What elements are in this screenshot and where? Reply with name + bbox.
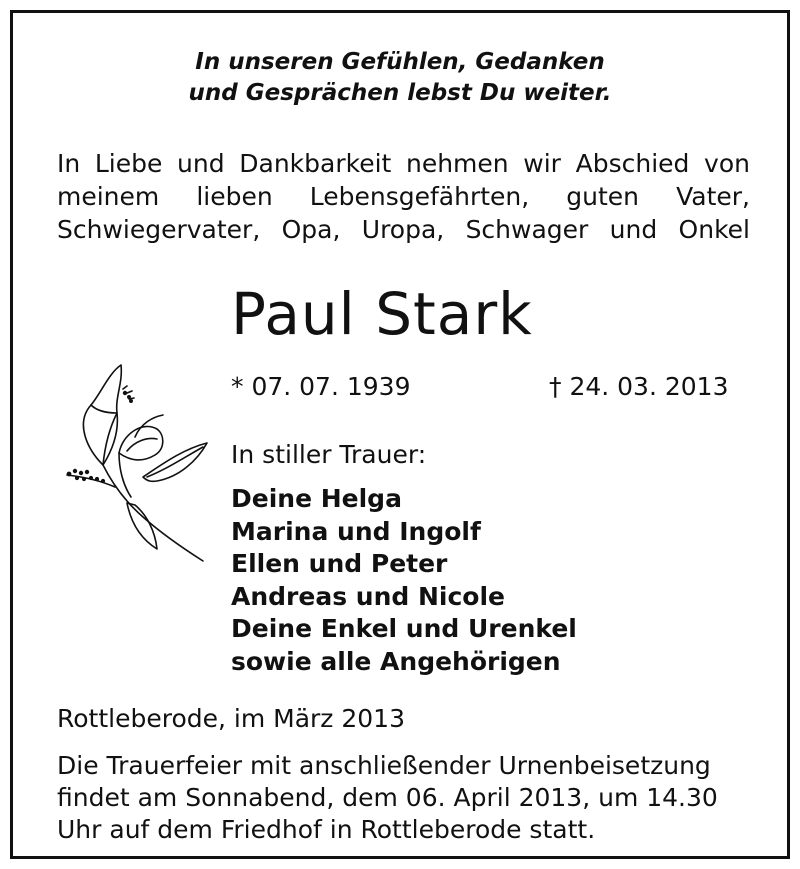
mourning-label: In stiller Trauer: [231, 440, 427, 469]
mourners-list [231, 483, 577, 678]
death-date: † 24. 03. 2013 [549, 372, 729, 401]
funeral-line-2: findet am Sonnabend, dem 06. April 2013, um 14.30 [57, 783, 718, 812]
mourner-name: Andreas und Nicole [231, 581, 505, 611]
mourner-name: Deine Helga [231, 484, 402, 513]
obituary-frame [10, 10, 790, 859]
motto [13, 47, 787, 109]
funeral-notice [57, 750, 757, 846]
intro-line-2: meinem lieben Lebensgefährten, guten Vater, [57, 182, 750, 211]
motto-line-2: und Gesprächen lebst Du weiter. [188, 80, 612, 106]
intro-text [57, 147, 750, 246]
mourner-name: sowie alle Angehörigen [231, 646, 561, 676]
funeral-line-1: Die Trauerfeier mit anschließender Urnenbeisetzung [57, 751, 711, 780]
intro-line-3: Schwiegervater, Opa, Uropa, Schwager und Onkel [57, 215, 750, 244]
deceased-name: Paul Stark [231, 280, 533, 348]
birth-date: * 07. 07. 1939 [231, 372, 411, 401]
mourner-name: Marina und Ingolf [231, 516, 481, 546]
motto-line-1: In unseren Gefühlen, Gedanken [195, 49, 605, 75]
funeral-line-3: Uhr auf dem Friedhof in Rottleberode statt. [57, 815, 596, 844]
place-date: Rottleberode, im März 2013 [57, 704, 405, 733]
mourner-name: Ellen und Peter [231, 549, 448, 578]
mourner-name: Deine Enkel und Urenkel [231, 614, 577, 643]
intro-line-1: In Liebe und Dankbarkeit nehmen wir Abschied von [57, 149, 750, 178]
calla-lily-icon [57, 353, 217, 568]
